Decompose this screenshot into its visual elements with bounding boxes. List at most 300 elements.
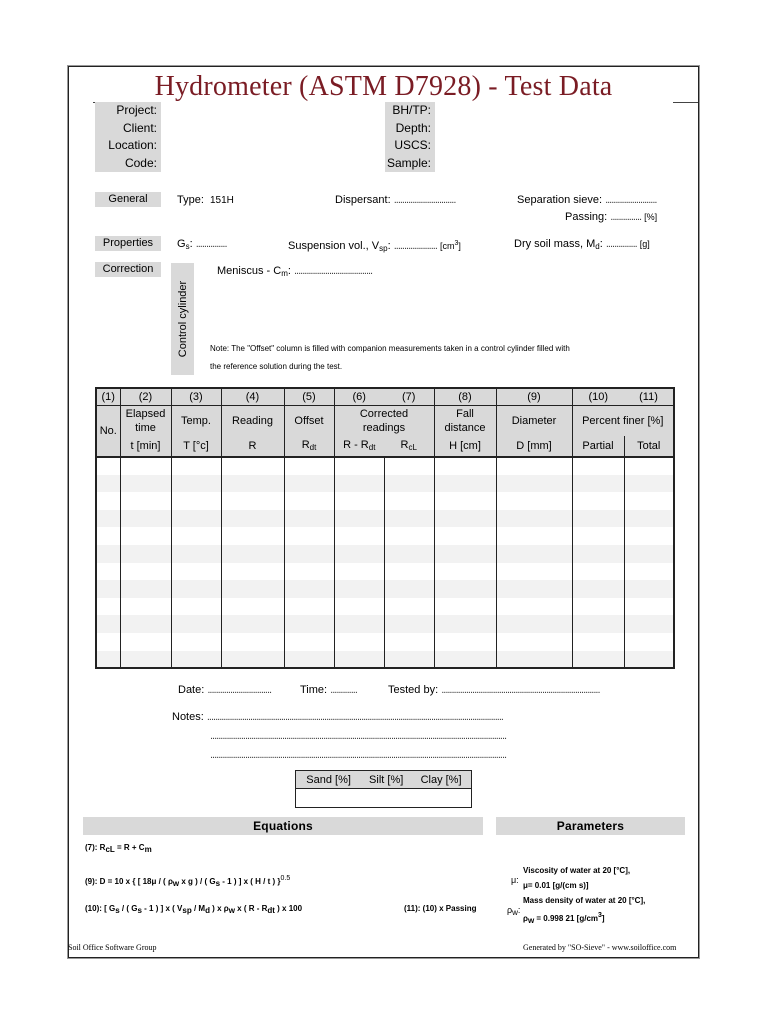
- table-cell[interactable]: [384, 475, 434, 493]
- eq10-c: - 1 ) ] x ( V: [141, 904, 183, 913]
- table-cell[interactable]: [120, 492, 171, 510]
- table-cell[interactable]: [334, 633, 384, 651]
- eq9-c: x g ) / ( G: [179, 877, 216, 886]
- column-unit-row: [96, 436, 674, 457]
- tested-by-label-text: Tested by:: [388, 684, 439, 696]
- table-cell[interactable]: [572, 510, 624, 528]
- date-label-text: Date:: [178, 684, 205, 696]
- table-cell[interactable]: [171, 633, 221, 651]
- table-cell[interactable]: [96, 580, 120, 598]
- dry-soil-mass-label: [514, 237, 650, 254]
- table-cell[interactable]: [96, 510, 120, 528]
- table-cell[interactable]: [434, 633, 496, 651]
- notes-label: [172, 710, 503, 724]
- eq10-sub-dt: dt: [267, 906, 275, 915]
- table-cell[interactable]: [334, 615, 384, 633]
- table-cell[interactable]: [221, 563, 284, 581]
- table-cell[interactable]: [572, 563, 624, 581]
- table-cell[interactable]: [120, 563, 171, 581]
- table-cell[interactable]: [434, 492, 496, 510]
- tested-by-field[interactable]: .............................................................................: [441, 684, 600, 696]
- passing-label-text: Passing:: [565, 211, 608, 223]
- table-cell[interactable]: [171, 527, 221, 545]
- table-cell[interactable]: [434, 527, 496, 545]
- control-cylinder-text: Control cylinder: [176, 280, 189, 358]
- corrected-line2: readings: [362, 421, 406, 434]
- table-row: [96, 527, 674, 545]
- table-cell[interactable]: [334, 527, 384, 545]
- table-row: [96, 651, 674, 669]
- readings-body: [96, 457, 674, 668]
- fraction-summary-table: [295, 770, 472, 808]
- fall-line1: Fall: [456, 407, 474, 420]
- eq10-d: / M: [191, 904, 206, 913]
- table-cell[interactable]: [624, 492, 674, 510]
- table-cell[interactable]: [171, 651, 221, 669]
- unit-t: t [min]: [120, 436, 171, 457]
- table-cell[interactable]: [384, 651, 434, 669]
- eq10-g: ) x 100: [274, 904, 303, 913]
- table-cell[interactable]: [624, 475, 674, 493]
- dry-sub: d: [595, 242, 600, 251]
- susp-sub: sp: [379, 244, 388, 253]
- table-cell[interactable]: [384, 527, 434, 545]
- unit-T: T [°c]: [171, 436, 221, 457]
- table-cell[interactable]: [284, 510, 334, 528]
- table-cell[interactable]: [434, 580, 496, 598]
- table-cell[interactable]: [171, 492, 221, 510]
- meniscus-suffix: :: [287, 265, 291, 277]
- susp-unit-sup: 3: [454, 240, 459, 247]
- eq9-b: / ( ρ: [156, 877, 173, 886]
- eq9-sub-w: w: [172, 879, 180, 888]
- table-row: [96, 510, 674, 528]
- mu-description: Viscosity of water at 20 [°C],: [523, 866, 631, 875]
- table-cell[interactable]: [284, 580, 334, 598]
- table-cell[interactable]: [221, 527, 284, 545]
- table-cell[interactable]: [572, 527, 624, 545]
- table-cell[interactable]: [496, 510, 572, 528]
- table-cell[interactable]: [496, 651, 572, 669]
- table-cell[interactable]: [221, 457, 284, 475]
- date-label: [178, 683, 271, 697]
- time-label: [300, 683, 357, 697]
- table-cell[interactable]: [96, 651, 120, 669]
- tested-by-label: [388, 683, 600, 697]
- project-field[interactable]: [161, 102, 385, 120]
- eq10-sub-w: w: [228, 906, 235, 915]
- table-cell[interactable]: [572, 615, 624, 633]
- footer-right: Generated by "SO-Sieve" - www.soiloffice.com: [523, 943, 677, 952]
- table-cell[interactable]: [334, 545, 384, 563]
- table-cell[interactable]: [96, 598, 120, 616]
- unit-partial: Partial: [572, 436, 624, 457]
- table-cell[interactable]: [284, 475, 334, 493]
- meniscus-text: Meniscus - C: [217, 265, 282, 277]
- susp-suffix: :: [387, 240, 391, 252]
- notes-field-line3[interactable]: ................................................................................................................................................: [210, 749, 507, 761]
- unit-RcL-sub: cL: [408, 442, 417, 452]
- table-cell[interactable]: [384, 580, 434, 598]
- table-cell[interactable]: [624, 457, 674, 475]
- table-cell[interactable]: [334, 651, 384, 669]
- equations-header: Equations: [83, 817, 483, 835]
- rho-value-close: ]: [601, 914, 605, 923]
- table-cell[interactable]: [221, 633, 284, 651]
- correction-section-label: Correction: [95, 262, 161, 277]
- control-cylinder-label: [171, 263, 194, 375]
- eq10-a: (10): [ G: [85, 904, 116, 913]
- col-number: (1): [96, 388, 120, 405]
- rho-value-symbol: ρ: [523, 914, 528, 923]
- table-cell[interactable]: [120, 651, 171, 669]
- table-cell[interactable]: [221, 580, 284, 598]
- eq10-sub-s: s: [115, 906, 120, 915]
- table-cell[interactable]: [221, 492, 284, 510]
- rho-symbol-suffix: :: [517, 905, 521, 915]
- table-row: [96, 633, 674, 651]
- gs-field[interactable]: ...............: [195, 238, 227, 250]
- table-cell[interactable]: [284, 527, 334, 545]
- table-cell[interactable]: [334, 475, 384, 493]
- rho-description: Mass density of water at 20 [°C],: [523, 896, 646, 905]
- client-label: Client:: [95, 120, 161, 138]
- suspension-volume-label: [288, 237, 461, 256]
- client-field[interactable]: [161, 120, 385, 138]
- header-no: No.: [96, 405, 120, 457]
- col-number: (8): [434, 388, 496, 405]
- col-number: (4): [221, 388, 284, 405]
- table-cell[interactable]: [171, 545, 221, 563]
- rho-value-sup: 3: [598, 912, 602, 919]
- unit-total: Total: [624, 436, 674, 457]
- table-cell[interactable]: [120, 545, 171, 563]
- eq7-b: = R + C: [114, 843, 145, 852]
- sample-field[interactable]: [435, 155, 673, 173]
- table-cell[interactable]: [572, 651, 624, 669]
- table-row: [96, 563, 674, 581]
- table-cell[interactable]: [624, 633, 674, 651]
- table-row: [96, 615, 674, 633]
- table-cell[interactable]: [284, 492, 334, 510]
- code-label: Code:: [95, 155, 161, 173]
- table-cell[interactable]: [221, 510, 284, 528]
- header-fall: [434, 405, 496, 436]
- eq10-sub-sp: sp: [182, 906, 192, 915]
- table-cell[interactable]: [171, 580, 221, 598]
- passing-field[interactable]: ...............: [610, 211, 642, 223]
- table-cell[interactable]: [284, 545, 334, 563]
- table-cell[interactable]: [96, 492, 120, 510]
- table-cell[interactable]: [96, 527, 120, 545]
- col-number: (5): [284, 388, 334, 405]
- table-cell[interactable]: [284, 633, 334, 651]
- table-cell[interactable]: [384, 633, 434, 651]
- table-cell[interactable]: [434, 563, 496, 581]
- mu-value: [523, 880, 589, 891]
- elapsed-line2: time: [135, 421, 156, 434]
- passing-label: [565, 210, 657, 224]
- gs-sub: s: [185, 242, 190, 251]
- dry-soil-mass-field[interactable]: ...............: [605, 238, 637, 250]
- dispersant-label: [335, 193, 455, 207]
- eq7-a: (7): R: [85, 843, 106, 852]
- unit-Rdt-main: R: [301, 438, 310, 451]
- unit-RmRdt-main: R - R: [343, 438, 369, 451]
- fraction-values[interactable]: [296, 789, 472, 808]
- column-title-row: [96, 405, 674, 436]
- table-row: [96, 457, 674, 475]
- rho-symbol: [507, 905, 520, 918]
- unit-R: R: [221, 436, 284, 457]
- col-number: (10): [572, 388, 624, 405]
- table-cell[interactable]: [384, 545, 434, 563]
- table-cell[interactable]: [284, 457, 334, 475]
- eq9-a: (9): D = 10 x { [ 18: [85, 877, 152, 886]
- table-cell[interactable]: [624, 651, 674, 669]
- table-cell[interactable]: [171, 510, 221, 528]
- table-cell[interactable]: [624, 580, 674, 598]
- col-number: (3): [171, 388, 221, 405]
- type-label: [177, 193, 234, 208]
- meniscus-sub: m: [281, 269, 288, 278]
- table-cell[interactable]: [572, 475, 624, 493]
- uscs-field[interactable]: [435, 137, 673, 155]
- table-cell[interactable]: [120, 615, 171, 633]
- fall-line2: distance: [444, 421, 486, 434]
- eq10-e: ) x ρ: [209, 904, 229, 913]
- col-number: (11): [624, 388, 674, 405]
- eq7-sub2: m: [144, 845, 152, 854]
- table-cell[interactable]: [221, 615, 284, 633]
- project-label: Project:: [95, 102, 161, 120]
- table-cell[interactable]: [624, 615, 674, 633]
- table-cell[interactable]: [284, 563, 334, 581]
- table-cell[interactable]: [572, 598, 624, 616]
- table-cell[interactable]: [624, 598, 674, 616]
- col-number: (9): [496, 388, 572, 405]
- fraction-header-row: [296, 771, 472, 789]
- table-row: [96, 598, 674, 616]
- table-cell[interactable]: [624, 510, 674, 528]
- column-number-row: [96, 388, 674, 405]
- hydrometer-readings-table: [95, 387, 675, 669]
- table-cell[interactable]: [496, 615, 572, 633]
- table-cell[interactable]: [120, 457, 171, 475]
- table-cell[interactable]: [334, 492, 384, 510]
- header-temp: Temp.: [171, 405, 221, 436]
- table-cell[interactable]: [434, 510, 496, 528]
- notes-label-text: Notes:: [172, 711, 204, 723]
- table-cell[interactable]: [171, 563, 221, 581]
- separation-sieve-label-text: Separation sieve:: [517, 194, 602, 206]
- table-cell[interactable]: [572, 457, 624, 475]
- mu-symbol: μ:: [511, 875, 519, 885]
- table-cell[interactable]: [120, 475, 171, 493]
- fraction-value-row: [296, 789, 472, 808]
- table-cell[interactable]: [496, 545, 572, 563]
- susp-unit: [440, 241, 461, 251]
- table-cell[interactable]: [334, 510, 384, 528]
- unit-D: D [mm]: [496, 436, 572, 457]
- table-cell[interactable]: [434, 651, 496, 669]
- notes-field-line1[interactable]: ................................................................................................................................................: [206, 711, 503, 723]
- table-cell[interactable]: [434, 457, 496, 475]
- dry-suffix: :: [599, 238, 603, 250]
- table-cell[interactable]: [334, 563, 384, 581]
- table-cell[interactable]: [384, 492, 434, 510]
- table-cell[interactable]: [120, 633, 171, 651]
- eq9-sup: 0.5: [280, 875, 291, 882]
- rho-value-sub: w: [527, 916, 535, 925]
- table-cell[interactable]: [221, 651, 284, 669]
- table-cell[interactable]: [120, 510, 171, 528]
- gs-label: [177, 237, 227, 254]
- table-cell[interactable]: [384, 598, 434, 616]
- suspension-volume-field[interactable]: .....................: [393, 240, 437, 252]
- time-field[interactable]: .............: [330, 684, 357, 696]
- table-cell[interactable]: [434, 598, 496, 616]
- table-cell[interactable]: [384, 457, 434, 475]
- table-cell[interactable]: [96, 475, 120, 493]
- header-elapsed: [120, 405, 171, 436]
- unit-R-minus-Rdt: [334, 436, 384, 457]
- table-cell[interactable]: [120, 527, 171, 545]
- col-number: (7): [384, 388, 434, 405]
- table-cell[interactable]: [171, 475, 221, 493]
- offset-note-line1: Note: The "Offset" column is filled with companion measurements taken in a control cylinder filled with: [210, 344, 570, 353]
- sample-label: Sample:: [385, 155, 435, 173]
- susp-unit-close: ]: [458, 241, 461, 251]
- table-cell[interactable]: [334, 598, 384, 616]
- table-row: [96, 492, 674, 510]
- table-cell[interactable]: [496, 457, 572, 475]
- eq9-mu: μ: [151, 877, 157, 886]
- general-section-label: General: [95, 192, 161, 207]
- dispersant-field[interactable]: ..............................: [393, 194, 456, 206]
- sand-header: Sand [%]: [296, 771, 362, 789]
- location-label: Location:: [95, 137, 161, 155]
- table-cell[interactable]: [496, 475, 572, 493]
- date-field[interactable]: ...............................: [207, 684, 272, 696]
- table-cell[interactable]: [624, 563, 674, 581]
- eq9-sub-s: s: [215, 879, 221, 888]
- table-cell[interactable]: [334, 580, 384, 598]
- table-cell[interactable]: [384, 563, 434, 581]
- test-data-sheet: [68, 66, 699, 958]
- unit-RcL: [384, 436, 434, 457]
- table-cell[interactable]: [496, 633, 572, 651]
- table-cell[interactable]: [221, 598, 284, 616]
- table-cell[interactable]: [624, 545, 674, 563]
- table-cell[interactable]: [221, 475, 284, 493]
- dispersant-label-text: Dispersant:: [335, 194, 391, 206]
- table-cell[interactable]: [496, 598, 572, 616]
- header-corrected: [334, 405, 434, 436]
- time-label-text: Time:: [300, 684, 328, 696]
- susp-unit-text: [cm: [439, 241, 455, 251]
- depth-field[interactable]: [435, 120, 673, 138]
- header-offset: Offset: [284, 405, 334, 436]
- table-cell[interactable]: [96, 633, 120, 651]
- table-cell[interactable]: [96, 545, 120, 563]
- table-cell[interactable]: [434, 475, 496, 493]
- table-cell[interactable]: [384, 615, 434, 633]
- depth-label: Depth:: [385, 120, 435, 138]
- table-cell[interactable]: [572, 545, 624, 563]
- table-cell[interactable]: [171, 457, 221, 475]
- notes-field-line2[interactable]: ................................................................................................................................................: [210, 730, 507, 742]
- table-cell[interactable]: [384, 510, 434, 528]
- uscs-label: USCS:: [385, 137, 435, 155]
- table-cell[interactable]: [572, 633, 624, 651]
- type-value: 151H: [209, 195, 234, 206]
- table-cell[interactable]: [496, 580, 572, 598]
- equation-11: (11): (10) x Passing: [404, 904, 477, 913]
- rho-symbol-sub: w: [512, 908, 518, 917]
- rho-value: [523, 910, 605, 926]
- bhtp-label: BH/TP:: [385, 102, 435, 120]
- passing-unit: [%]: [644, 212, 658, 222]
- meniscus-field[interactable]: ......................................: [293, 265, 373, 277]
- table-cell[interactable]: [284, 651, 334, 669]
- table-cell[interactable]: [334, 457, 384, 475]
- table-cell[interactable]: [496, 492, 572, 510]
- table-cell[interactable]: [572, 492, 624, 510]
- corrected-line1: Corrected: [359, 407, 409, 420]
- table-cell[interactable]: [284, 615, 334, 633]
- table-cell[interactable]: [96, 457, 120, 475]
- equation-7: [85, 842, 152, 855]
- separation-sieve-field[interactable]: .........................: [605, 194, 657, 206]
- page-title: Hydrometer (ASTM D7928) - Test Data: [154, 71, 613, 102]
- offset-note-line2: the reference solution during the test.: [210, 362, 343, 371]
- table-cell[interactable]: [434, 615, 496, 633]
- table-row: [96, 545, 674, 563]
- table-cell[interactable]: [434, 545, 496, 563]
- dry-text: Dry soil mass, M: [514, 238, 596, 250]
- table-cell[interactable]: [572, 580, 624, 598]
- table-row: [96, 475, 674, 493]
- properties-section-label: Properties: [95, 236, 161, 251]
- location-field[interactable]: [161, 137, 385, 155]
- type-label-text: Type:: [177, 194, 204, 206]
- bhtp-field[interactable]: [435, 102, 673, 120]
- mu-value-text: = 0.01 [g/(cm s)]: [527, 881, 589, 890]
- code-field[interactable]: [161, 155, 385, 173]
- footer-left: Soil Office Software Group: [68, 943, 157, 952]
- table-cell[interactable]: [221, 545, 284, 563]
- header-reading: Reading: [221, 405, 284, 436]
- table-cell[interactable]: [171, 615, 221, 633]
- table-cell[interactable]: [171, 598, 221, 616]
- col-number: (6): [334, 388, 384, 405]
- gs-text: G: [177, 238, 186, 250]
- unit-RmRdt-sub: dt: [368, 442, 376, 452]
- table-cell[interactable]: [624, 527, 674, 545]
- table-cell[interactable]: [96, 615, 120, 633]
- table-cell[interactable]: [120, 580, 171, 598]
- table-cell[interactable]: [496, 563, 572, 581]
- table-cell[interactable]: [284, 598, 334, 616]
- table-cell[interactable]: [120, 598, 171, 616]
- table-cell[interactable]: [96, 563, 120, 581]
- meniscus-label: [217, 264, 372, 281]
- unit-Rdt: [284, 436, 334, 457]
- table-cell[interactable]: [496, 527, 572, 545]
- gs-suffix: :: [189, 238, 193, 250]
- header-percent-finer: Percent finer [%]: [572, 405, 674, 436]
